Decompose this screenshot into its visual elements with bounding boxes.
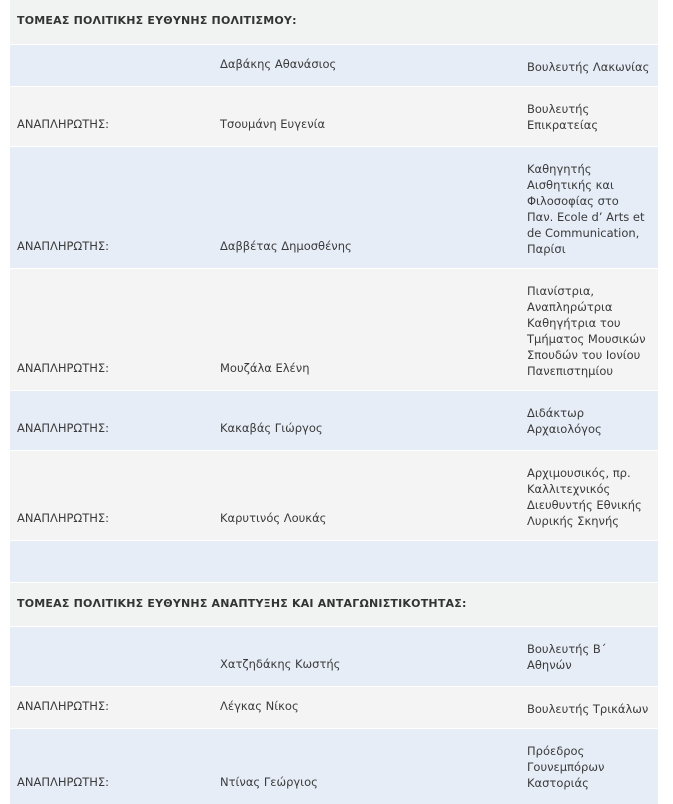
description-line: Λυρικής Σκηνής <box>527 514 619 528</box>
table-row <box>10 268 658 390</box>
name-cell: Χατζηδάκης Κωστής <box>220 657 341 671</box>
description-line: Αναπληρώτρια <box>527 300 613 314</box>
description-line: Διδάκτωρ <box>527 406 585 420</box>
description-line: de Communication, <box>527 226 640 240</box>
role-cell: ΑΝΑΠΛΗΡΩΤΗΣ: <box>17 775 110 789</box>
role-cell: ΑΝΑΠΛΗΡΩΤΗΣ: <box>17 239 110 253</box>
description-cell <box>527 641 657 673</box>
section-title: ΤΟΜΕΑΣ ΠΟΛΙΤΙΚΗΣ ΕΥΘΥΝΗΣ ΑΝΑΠΤΥΞΗΣ ΚΑΙ ΑΝΤΑΓΩΝΙΣΤΙΚΟΤΗΤΑΣ: <box>17 597 467 610</box>
description-cell <box>527 405 657 437</box>
name-cell: Ντίνας Γεώργιος <box>220 775 318 789</box>
table-row <box>10 728 658 804</box>
description-line: Καθηγητής <box>527 162 592 176</box>
description-line: Καστοριάς <box>527 776 589 790</box>
role-cell: ΑΝΑΠΛΗΡΩΤΗΣ: <box>17 699 110 713</box>
section-title: ΤΟΜΕΑΣ ΠΟΛΙΤΙΚΗΣ ΕΥΘΥΝΗΣ ΠΟΛΙΤΙΣΜΟΥ: <box>17 14 297 27</box>
description-cell <box>527 743 657 791</box>
description-cell <box>527 465 657 529</box>
description-line: Αθηνών <box>527 658 572 672</box>
description-line: Πανεπιστημίου <box>527 364 614 378</box>
description-line: Πρόεδρος <box>527 744 585 758</box>
description-line: Επικρατείας <box>527 118 599 132</box>
description-cell <box>527 283 657 379</box>
description-line: Αρχαιολόγος <box>527 422 602 436</box>
description-line: Πιανίστρια, <box>527 284 595 298</box>
table-row <box>10 86 658 146</box>
table-row <box>10 390 658 450</box>
table-row <box>10 146 658 268</box>
name-cell: Μουζάλα Ελένη <box>220 361 310 375</box>
description-line: Βουλευτής Β΄ <box>527 642 607 656</box>
description-line: Παρίσι <box>527 242 566 256</box>
description-line: Φιλοσοφίας στο <box>527 194 619 208</box>
name-cell: Κακαβάς Γιώργος <box>220 421 323 435</box>
spacer-row <box>10 540 658 582</box>
description-cell <box>527 59 657 75</box>
name-cell: Δαββέτας Δημοσθένης <box>220 239 352 253</box>
committee-table <box>10 0 658 804</box>
role-cell: ΑΝΑΠΛΗΡΩΤΗΣ: <box>17 361 110 375</box>
description-line: Καθηγήτρια του <box>527 316 621 330</box>
description-line: Βουλευτής Λακωνίας <box>527 60 650 74</box>
description-line: Αισθητικής και <box>527 178 614 192</box>
description-line: Βουλευτής Τρικάλων <box>527 702 649 716</box>
table-row <box>10 450 658 540</box>
role-cell: ΑΝΑΠΛΗΡΩΤΗΣ: <box>17 117 110 131</box>
description-line: Βουλευτής <box>527 102 590 116</box>
description-cell <box>527 701 657 717</box>
section-header <box>10 582 658 626</box>
name-cell: Τσουμάνη Ευγενία <box>220 117 326 131</box>
description-line: Τμήματος Μουσικών <box>527 332 646 346</box>
role-cell: ΑΝΑΠΛΗΡΩΤΗΣ: <box>17 421 110 435</box>
table-row <box>10 686 658 728</box>
description-cell <box>527 161 657 257</box>
description-line: Καλλιτεχνικός <box>527 482 611 496</box>
role-cell: ΑΝΑΠΛΗΡΩΤΗΣ: <box>17 511 110 525</box>
description-cell <box>527 101 657 133</box>
description-line: Γουνεμπόρων <box>527 760 605 774</box>
name-cell: Δαβάκης Αθανάσιος <box>220 57 337 71</box>
name-cell: Καρυτινός Λουκάς <box>220 511 327 525</box>
description-line: Διευθυντής Εθνικής <box>527 498 642 512</box>
description-line: Παν. Ecole d’ Arts et <box>527 210 645 224</box>
name-cell: Λέγκας Νίκος <box>220 699 299 713</box>
table-row <box>10 44 658 86</box>
section-header <box>10 0 658 44</box>
description-line: Σπουδών του Ιονίου <box>527 348 641 362</box>
table-row <box>10 626 658 686</box>
description-line: Αρχιμουσικός, πρ. <box>527 466 631 480</box>
